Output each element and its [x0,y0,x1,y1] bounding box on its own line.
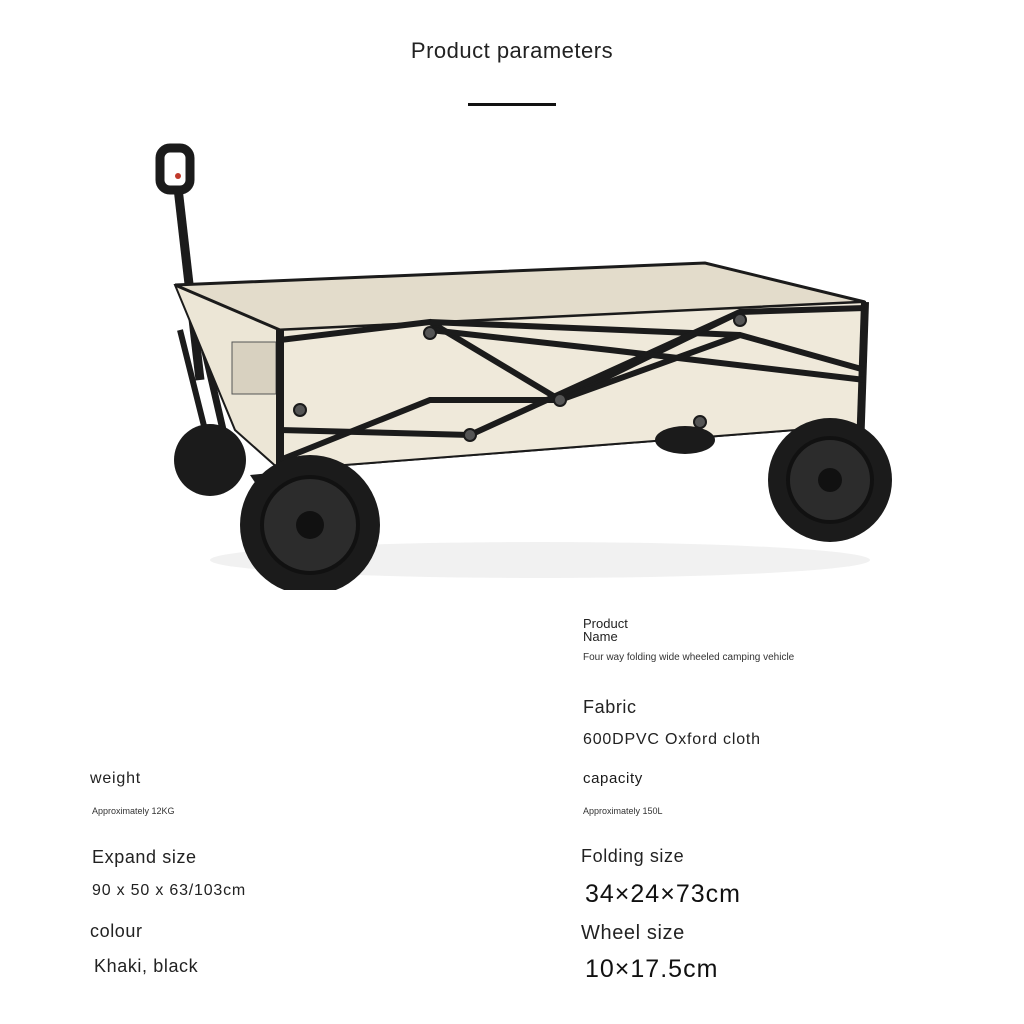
expand-size-label: Expand size [92,847,197,867]
colour-value: Khaki, black [94,956,199,976]
camping-wagon-image [140,130,920,590]
title-underline [468,103,556,106]
weight-label: weight [90,770,142,787]
weight-value: Approximately 12KG [92,806,175,816]
fabric-label: Fabric [583,697,637,717]
capacity-value: Approximately 150L [583,806,663,816]
wheel-size-value: 10×17.5cm [585,955,719,983]
capacity-label: capacity [583,770,643,787]
product-name-label: Product Name [583,616,628,644]
folding-size-value: 34×24×73cm [585,880,741,908]
page-title: Product parameters [410,38,614,63]
wheel-size-label: Wheel size [581,922,685,944]
colour-label: colour [90,921,143,941]
folding-size-label: Folding size [581,846,685,866]
fabric-value: 600DPVC Oxford cloth [583,731,761,748]
expand-size-value: 90 x 50 x 63/103cm [92,882,247,899]
product-name-value: Four way folding wide wheeled camping vehicle [583,652,795,663]
